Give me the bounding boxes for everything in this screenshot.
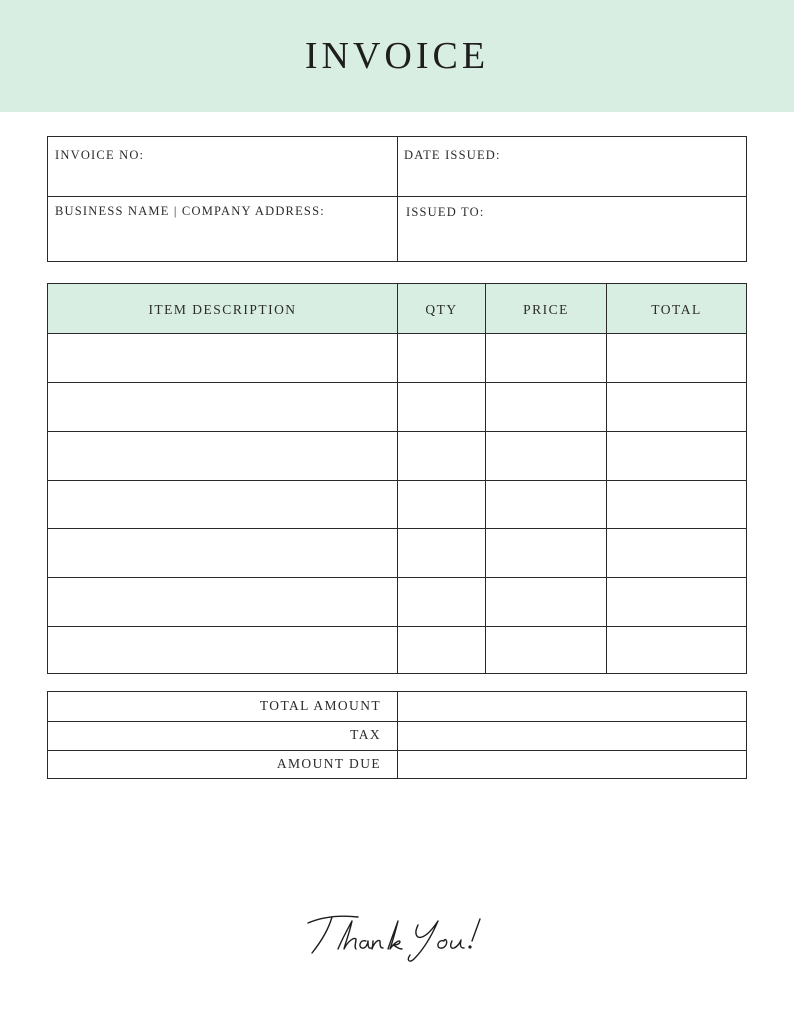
item-description-cell	[48, 578, 397, 626]
total-cell	[607, 578, 746, 626]
row-divider	[48, 750, 746, 751]
price-cell	[486, 432, 606, 480]
page-title: INVOICE	[304, 35, 490, 77]
qty-cell	[398, 334, 485, 382]
total-cell	[607, 383, 746, 431]
qty-cell	[398, 578, 485, 626]
thank-you-signature	[300, 905, 500, 965]
issued-to-label: ISSUED TO:	[406, 205, 485, 219]
totals-table	[47, 691, 747, 779]
tax-label: TAX	[350, 727, 381, 742]
divider	[397, 692, 398, 778]
total-cell	[607, 529, 746, 577]
date-issued-label: DATE ISSUED:	[404, 148, 501, 162]
amount-due-label: AMOUNT DUE	[276, 756, 381, 771]
total-amount-label: TOTAL AMOUNT	[259, 698, 381, 713]
item-description-cell	[48, 432, 397, 480]
price-cell	[486, 481, 606, 529]
total-cell	[607, 481, 746, 529]
invoice-no-label: INVOICE NO:	[55, 148, 145, 162]
divider	[397, 137, 398, 261]
price-cell	[486, 578, 606, 626]
item-description-cell	[48, 529, 397, 577]
price-cell	[486, 529, 606, 577]
qty-cell	[398, 481, 485, 529]
item-description-cell	[48, 334, 397, 382]
price-cell	[486, 627, 606, 675]
total-cell	[607, 334, 746, 382]
price-cell	[486, 334, 606, 382]
qty-cell	[398, 383, 485, 431]
qty-cell	[398, 529, 485, 577]
column-header-qty: QTY	[425, 302, 458, 317]
divider	[48, 196, 746, 197]
item-description-cell	[48, 627, 397, 675]
item-description-cell	[48, 481, 397, 529]
row-divider	[48, 721, 746, 722]
invoice-info-box	[47, 136, 747, 262]
business-label: BUSINESS NAME | COMPANY ADDRESS:	[55, 204, 325, 218]
qty-cell	[398, 432, 485, 480]
price-cell	[486, 383, 606, 431]
qty-cell	[398, 627, 485, 675]
column-header-total: TOTAL	[651, 302, 702, 317]
column-header-price: PRICE	[523, 302, 569, 317]
total-cell	[607, 432, 746, 480]
items-table	[47, 283, 747, 674]
column-header-description: ITEM DESCRIPTION	[148, 302, 297, 317]
total-cell	[607, 627, 746, 675]
item-description-cell	[48, 383, 397, 431]
